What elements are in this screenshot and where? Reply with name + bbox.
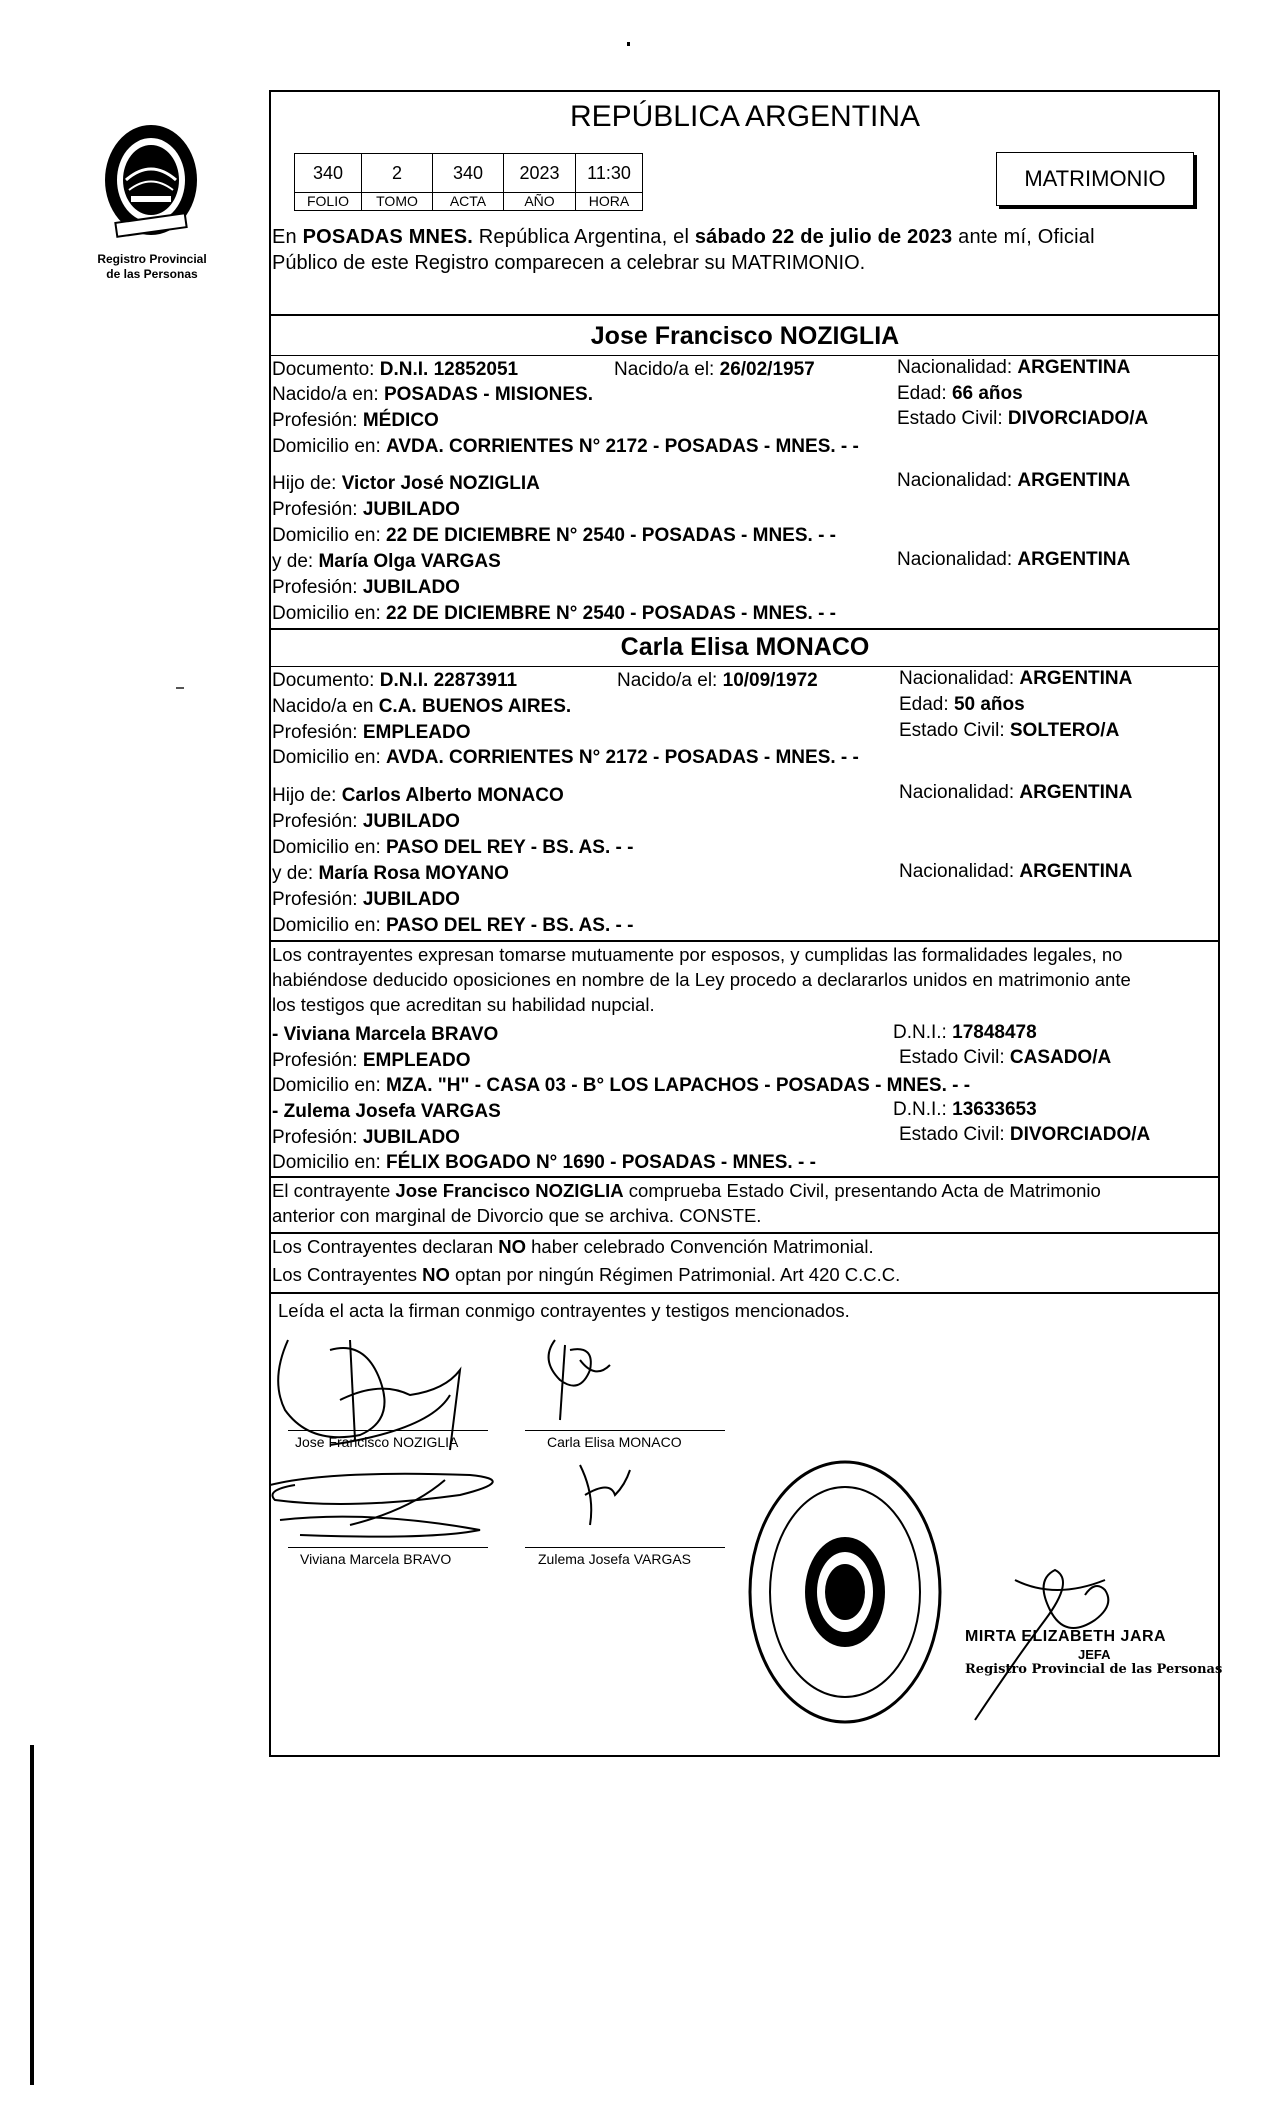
signature-name-spouse1: Jose Francisco NOZIGLIA	[295, 1434, 459, 1450]
signature-line	[525, 1430, 725, 1431]
label: Nacionalidad:	[899, 782, 1020, 803]
label: Domicilio en:	[272, 436, 387, 457]
divider	[269, 628, 1220, 630]
registry-seal	[745, 1455, 945, 1730]
label: Hijo de:	[272, 473, 342, 494]
intro-text: ante mí, Oficial	[952, 226, 1095, 248]
label: Nacionalidad:	[899, 668, 1020, 689]
label: Profesión:	[272, 889, 363, 910]
label: Profesión:	[272, 811, 363, 832]
value: D.N.I. 22873911	[379, 670, 518, 691]
label: y de:	[272, 551, 319, 572]
signature-line	[288, 1430, 488, 1431]
witness1-dni	[893, 1022, 1037, 1044]
record-folio-value: 340	[294, 153, 362, 193]
label: Nacido/a en:	[272, 384, 384, 405]
signature-line	[525, 1547, 725, 1548]
divider	[269, 940, 1220, 942]
record-year-label: AÑO	[503, 192, 576, 211]
name: Jose Francisco NOZIGLIA	[395, 1180, 624, 1201]
official-name: MIRTA ELIZABETH JARA	[965, 1628, 1167, 1645]
spouse1-birthdate	[614, 359, 815, 381]
value: PASO DEL REY - BS. AS. - -	[386, 837, 634, 858]
label: Estado Civil:	[899, 1047, 1010, 1068]
spouse1-father-profession	[272, 499, 460, 521]
label: Nacido/a el:	[614, 359, 720, 380]
value: ARGENTINA	[1019, 861, 1133, 882]
label: D.N.I.:	[893, 1022, 953, 1043]
spouse1-address	[272, 436, 859, 458]
value: ARGENTINA	[1017, 357, 1131, 378]
province-logo	[96, 118, 206, 248]
spouse2-father-nationality	[899, 782, 1132, 804]
declaration-line-3: los testigos que acreditan su habilidad nupcial.	[272, 994, 655, 1015]
intro-text: En	[272, 226, 303, 248]
label: Profesión:	[272, 1050, 363, 1071]
scan-mark	[627, 42, 630, 46]
witness2-address	[272, 1152, 816, 1174]
value: JUBILADO	[362, 1127, 460, 1148]
text: Los Contrayentes declaran	[272, 1236, 499, 1257]
label: Profesión:	[272, 499, 363, 520]
value: JUBILADO	[362, 499, 460, 520]
signature-line	[288, 1547, 488, 1548]
record-time-label: HORA	[575, 192, 643, 211]
spouse2-mother	[272, 863, 509, 885]
value: DIVORCIADO/A	[1009, 1124, 1151, 1145]
value: JUBILADO	[362, 811, 460, 832]
value: SOLTERO/A	[1009, 720, 1120, 741]
signature-name-spouse2: Carla Elisa MONACO	[547, 1434, 682, 1450]
value: JUBILADO	[362, 577, 460, 598]
note-line-2: anterior con marginal de Divorcio que se archiva. CONSTE.	[272, 1205, 762, 1226]
country-title: REPÚBLICA ARGENTINA	[569, 100, 921, 133]
witness2-civil-status	[899, 1124, 1150, 1146]
value: POSADAS - MISIONES.	[383, 384, 593, 405]
spouse1-mother	[272, 551, 501, 573]
text: comprueba Estado Civil, presentando Acta de Matrimonio	[623, 1180, 1101, 1201]
label: Estado Civil:	[899, 720, 1010, 741]
spouse1-profession	[272, 410, 439, 432]
spouse2-civil-status	[899, 720, 1119, 742]
regime-line-1	[272, 1236, 874, 1258]
witness2-name: - Zulema Josefa VARGAS	[272, 1101, 501, 1122]
label: Nacionalidad:	[897, 549, 1018, 570]
value: 22 DE DICIEMBRE N° 2540 - POSADAS - MNES. - -	[386, 525, 837, 546]
text: Los Contrayentes	[272, 1264, 423, 1285]
label: Profesión:	[272, 722, 363, 743]
label: Estado Civil:	[899, 1124, 1010, 1145]
text: NO	[498, 1236, 526, 1257]
declaration-line-1: Los contrayentes expresan tomarse mutuamente por esposos, y cumplidas las formalidades legales, no	[272, 944, 1123, 965]
value: C.A. BUENOS AIRES.	[378, 696, 572, 717]
spouse2-father-address	[272, 837, 633, 859]
label: Profesión:	[272, 577, 363, 598]
spouse2-age	[899, 694, 1025, 716]
value: FÉLIX BOGADO N° 1690 - POSADAS - MNES. - -	[386, 1152, 816, 1173]
label: Domicilio en:	[272, 747, 387, 768]
divider	[269, 1176, 1220, 1178]
spouse2-address	[272, 747, 859, 769]
signature-name-witness1: Viviana Marcela BRAVO	[300, 1551, 452, 1567]
spouse2-mother-address	[272, 915, 633, 937]
spouse1-mother-address	[272, 603, 836, 625]
intro-line-2: Público de este Registro comparecen a celebrar su MATRIMONIO.	[272, 252, 866, 274]
record-tomo-label: TOMO	[361, 192, 433, 211]
label: y de:	[272, 863, 319, 884]
record-year-value: 2023	[503, 153, 576, 193]
label: Nacionalidad:	[897, 470, 1018, 491]
intro-date: sábado 22 de julio de 2023	[694, 226, 953, 248]
text: optan por ningún Régimen Patrimonial. Art 420 C.C.C.	[449, 1264, 901, 1285]
divider	[269, 1232, 1220, 1234]
divider	[890, 355, 1220, 356]
label: Estado Civil:	[897, 408, 1008, 429]
label: Domicilio en:	[272, 915, 387, 936]
note-line-1	[272, 1180, 1101, 1202]
value: ARGENTINA	[1019, 782, 1133, 803]
divider	[269, 314, 1220, 316]
value: 17848478	[952, 1022, 1037, 1043]
value: Victor José NOZIGLIA	[341, 473, 540, 494]
spouse2-nationality	[899, 668, 1132, 690]
value: EMPLEADO	[362, 1050, 471, 1071]
witness1-name: - Viviana Marcela BRAVO	[272, 1024, 499, 1045]
scan-edge	[30, 1745, 34, 2085]
intro-text: República Argentina, el	[473, 226, 695, 248]
value: ARGENTINA	[1017, 470, 1131, 491]
value: AVDA. CORRIENTES N° 2172 - POSADAS - MNES. - -	[386, 436, 859, 457]
value: Carlos Alberto MONACO	[341, 785, 564, 806]
value: MÉDICO	[362, 410, 439, 431]
record-folio-label: FOLIO	[294, 192, 362, 211]
value: 22 DE DICIEMBRE N° 2540 - POSADAS - MNES. - -	[386, 603, 837, 624]
value: AVDA. CORRIENTES N° 2172 - POSADAS - MNES. - -	[386, 747, 859, 768]
intro-line-1	[272, 226, 1095, 248]
value: 10/09/1972	[722, 670, 818, 691]
witness1-address	[272, 1075, 970, 1097]
record-acta-value: 340	[432, 153, 504, 193]
label: Edad:	[897, 383, 952, 404]
value: ARGENTINA	[1017, 549, 1131, 570]
official-title: JEFA	[1078, 1647, 1111, 1662]
spouse1-mother-profession	[272, 577, 460, 599]
label: Documento:	[272, 359, 380, 380]
witness2-dni	[893, 1099, 1037, 1121]
spouse2-document	[272, 670, 517, 692]
scan-mark	[176, 687, 184, 689]
value: MZA. "H" - CASA 03 - B° LOS LAPACHOS - POSADAS - MNES. - -	[386, 1075, 971, 1096]
regime-line-2	[272, 1264, 900, 1286]
logo-caption-1: Registro Provincial	[97, 252, 207, 266]
label: Domicilio en:	[272, 603, 387, 624]
spouse2-mother-nationality	[899, 861, 1132, 883]
text: haber celebrado Convención Matrimonial.	[526, 1236, 874, 1257]
value: EMPLEADO	[362, 722, 471, 743]
divider	[269, 355, 929, 356]
spouse2-father	[272, 785, 564, 807]
divider	[269, 666, 1220, 667]
record-tomo-value: 2	[361, 153, 433, 193]
value: 13633653	[952, 1099, 1037, 1120]
divider	[269, 1292, 1220, 1294]
signature-name-witness2: Zulema Josefa VARGAS	[538, 1551, 692, 1567]
label: Domicilio en:	[272, 1152, 387, 1173]
spouse2-mother-profession	[272, 889, 460, 911]
act-type-box: MATRIMONIO	[996, 152, 1194, 206]
label: Nacionalidad:	[897, 357, 1018, 378]
label: Nacido/a en	[272, 696, 379, 717]
spouse2-name: Carla Elisa MONACO	[620, 633, 870, 661]
record-time-value: 11:30	[575, 153, 643, 193]
witness1-civil-status	[899, 1047, 1111, 1069]
value: María Rosa MOYANO	[318, 863, 509, 884]
value: DIVORCIADO/A	[1007, 408, 1149, 429]
spouse1-father-nationality	[897, 470, 1130, 492]
value: 50 años	[953, 694, 1025, 715]
label: Domicilio en:	[272, 1075, 387, 1096]
spouse1-father-address	[272, 525, 836, 547]
value: CASADO/A	[1009, 1047, 1112, 1068]
text: El contrayente	[272, 1180, 396, 1201]
value: ARGENTINA	[1019, 668, 1133, 689]
spouse2-father-profession	[272, 811, 460, 833]
spouse2-birthdate	[617, 670, 818, 692]
label: Domicilio en:	[272, 837, 387, 858]
text: NO	[422, 1264, 450, 1285]
value: PASO DEL REY - BS. AS. - -	[386, 915, 634, 936]
label: Profesión:	[272, 410, 363, 431]
value: María Olga VARGAS	[318, 551, 501, 572]
closing-text: Leída el acta la firman conmigo contrayentes y testigos mencionados.	[278, 1300, 850, 1321]
official-org: Registro Provincial de las Personas	[965, 1662, 1223, 1677]
value: 66 años	[951, 383, 1023, 404]
record-acta-label: ACTA	[432, 192, 504, 211]
spouse1-nationality	[897, 357, 1130, 379]
value: JUBILADO	[362, 889, 460, 910]
spouse2-profession	[272, 722, 471, 744]
intro-city: POSADAS MNES.	[302, 226, 474, 248]
label: Hijo de:	[272, 785, 342, 806]
label: Nacido/a el:	[617, 670, 723, 691]
spouse2-birthplace	[272, 696, 571, 718]
spouse1-age	[897, 383, 1023, 405]
witness2-profession	[272, 1127, 460, 1149]
logo-caption-2: de las Personas	[106, 267, 198, 281]
spouse1-civil-status	[897, 408, 1148, 430]
label: Domicilio en:	[272, 525, 387, 546]
declaration-line-2: habiéndose deducido oposiciones en nombre de la Ley procedo a declararlos unidos en matrimonio ante	[272, 969, 1131, 990]
spouse1-name: Jose Francisco NOZIGLIA	[590, 322, 900, 350]
spouse1-document	[272, 359, 518, 381]
label: Documento:	[272, 670, 380, 691]
spouse1-birthplace	[272, 384, 593, 406]
spouse1-father	[272, 473, 540, 495]
value: 26/02/1957	[719, 359, 815, 380]
value: D.N.I. 12852051	[379, 359, 519, 380]
label: D.N.I.:	[893, 1099, 953, 1120]
label: Profesión:	[272, 1127, 363, 1148]
witness1-profession	[272, 1050, 471, 1072]
label: Edad:	[899, 694, 954, 715]
label: Nacionalidad:	[899, 861, 1020, 882]
spouse1-mother-nationality	[897, 549, 1130, 571]
